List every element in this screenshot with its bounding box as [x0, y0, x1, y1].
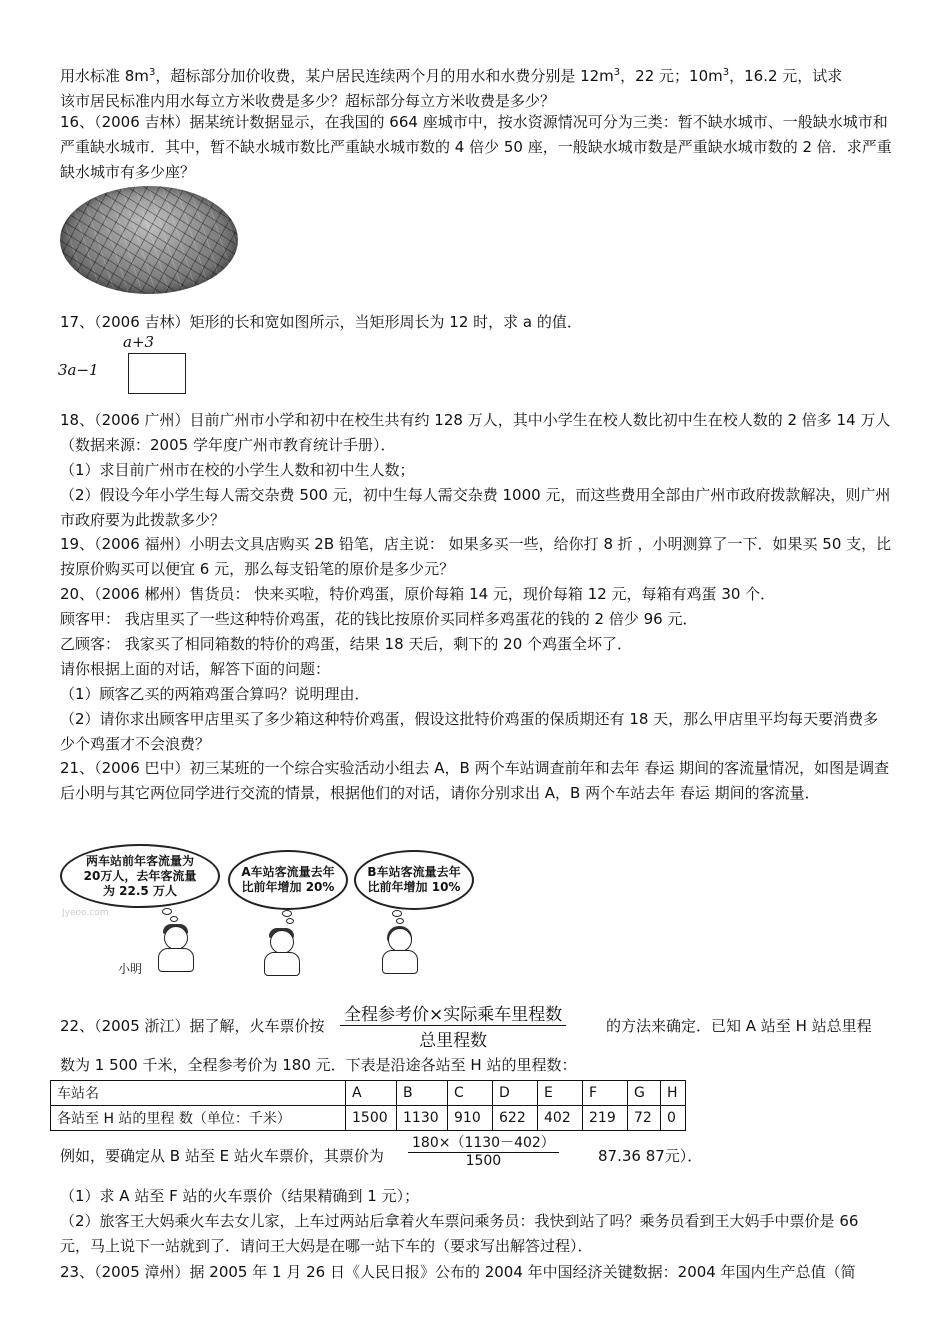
q15-tail: 用水标准 $8m^3$，超标部分加价收费，某户居民连续两个月的用水和水费分别是 $12m^3$，22 元；$10m^3$，16.2 元，试求 该市居民标准内用水每立方米收费是多少？超标部分每立方米收费是多少？	[60, 67, 843, 110]
example-fraction	[408, 1132, 559, 1169]
table-cell: 1500	[346, 1106, 397, 1131]
question-16: 16、（2006 吉林）据某统计数据显示，在我国的 664 座城市中，按水资源情况可分为三类：暂不缺水城市、一般缺水城市和严重缺水城市．其中，暂不缺水城市数比严重缺水城市数的 4 倍少 50 座，一般缺水城市数是严重缺水城市数的 2 倍．求严重缺水城市有多少座？	[60, 113, 892, 181]
fare-formula	[340, 1000, 566, 1051]
question-18: 18、（2006 广州）目前广州市小学和初中在校生共有约 128 万人，其中小学生在校人数比初中生在校人数的 2 倍多 14 万人（数据来源：2005 学年度广州市教育统计手册）． （1）求目前广州市在校的小学生人数和初中生人数； （2）假设今年小学生每人需交杂费 500 元，初中生每人需交杂费 1000 元，而这些费用全部由广州市政府拨款解决，则广州市政府要为此拨款多少？	[60, 411, 891, 529]
station-mileage-table	[50, 1080, 686, 1131]
thought-dot	[396, 918, 404, 924]
question-21: 21、（2006 巴中）初三某班的一个综合实验活动小组去 A，B 两个车站调查前年和去年 春运 期间的客流量情况，如图是调查后小明与其它两位同学进行交流的情景，根据他们的对话，请你分别求出 A，B 两个车站去年 春运 期间的客流量．	[60, 759, 890, 802]
question-23: 23、（2005 漳州）据 2005 年 1 月 26 日《人民日报》公布的 2004 年中国经济关键数据：2004 年国内生产总值（简	[60, 1263, 856, 1281]
watermark: Jyeoo.com	[62, 908, 109, 918]
table-row	[51, 1106, 686, 1131]
table-cell: 402	[538, 1106, 583, 1131]
table-cell: 219	[583, 1106, 628, 1131]
table-cell: 622	[493, 1106, 538, 1131]
table-cell: B	[397, 1081, 448, 1106]
table-cell: G	[628, 1081, 661, 1106]
formula-denominator: 总里程数	[419, 1031, 488, 1051]
rectangle-figure	[58, 333, 198, 399]
table-row	[51, 1081, 686, 1106]
question-22-example: 例如，要确定从 B 站至 E 站火车票价，其票价为	[60, 1147, 384, 1165]
thought-dot	[392, 910, 402, 917]
xiaoming-label: 小明	[118, 962, 143, 976]
example-denominator: 1500	[465, 1153, 502, 1169]
thought-dot	[282, 910, 292, 917]
formula-numerator: 全程参考价×实际乘车里程数	[340, 1000, 566, 1026]
thought-dot	[170, 916, 178, 922]
question-17: 17、（2006 吉林）矩形的长和宽如图所示，当矩形周长为 12 时，求 a 的值．	[60, 313, 582, 331]
dialogue-figure	[58, 842, 478, 992]
table-cell: D	[493, 1081, 538, 1106]
rect-length-label: a+3	[123, 333, 155, 351]
table-cell: 910	[448, 1106, 493, 1131]
speech-bubble-b: B车站客流量去年 比前年增加 10%	[354, 850, 474, 910]
thought-dot	[286, 918, 294, 924]
table-cell: 车站名	[51, 1081, 346, 1106]
question-22-line1-end: 的方法来确定．已知 A 站至 H 站总里程	[606, 1017, 872, 1035]
table-cell: 1130	[397, 1106, 448, 1131]
table-cell: F	[583, 1081, 628, 1106]
question-22-line2: 数为 1 500 千米，全程参考价为 180 元．下表是沿途各站至 H 站的里程数：	[60, 1056, 577, 1074]
example-result: 87.36 87元）．	[598, 1147, 703, 1165]
question-22-parts: （1）求 A 站至 F 站的火车票价（结果精确到 1 元）； （2）旅客王大妈乘火车去女儿家，上车过两站后拿着火车票问乘务员：我快到站了吗？乘务员看到王大妈手中票价是 66 元，马上说下一站就到了．请问王大妈是在哪一站下车的（要求写出解答过程）．	[60, 1187, 859, 1255]
cracked-earth-image	[60, 186, 238, 294]
rect-width-label: 3a−1	[58, 361, 99, 379]
speech-bubble-xiaoming: 两车站前年客流量为 20万人，去年客流量 为 22.5 万人	[60, 844, 220, 908]
table-cell: 72	[628, 1106, 661, 1131]
question-20: 20、（2006 郴州）售货员： 快来买啦，特价鸡蛋，原价每箱 14 元，现价每箱 12 元，每箱有鸡蛋 30 个． 顾客甲： 我店里买了一些这种特价鸡蛋，花的钱比按原价买同样多鸡蛋花的钱的 2 倍少 96 元． 乙顾客： 我家买了相同箱数的特价的鸡蛋，结果 18 天后，剩下的 20 个鸡蛋全坏了． 请你根据上面的对话，解答下面的问题： （1）顾客乙买的两箱鸡蛋合算吗？说明理由． （2）请你求出顾客甲店里买了多少箱这种特价鸡蛋，假设这批特价鸡蛋的保质期还有 18 天，那么甲店里平均每天要消费多少个鸡蛋才不会浪费？	[60, 585, 879, 753]
table-cell: E	[538, 1081, 583, 1106]
thought-dot	[162, 908, 172, 915]
table-cell: C	[448, 1081, 493, 1106]
table-cell: H	[661, 1081, 686, 1106]
rectangle-shape	[128, 353, 186, 394]
example-numerator: 180×（1130－402）	[408, 1132, 559, 1153]
speech-bubble-a: A车站客流量去年 比前年增加 20%	[228, 850, 348, 910]
table-cell: 各站至 H 站的里程 数（单位：千米）	[51, 1106, 346, 1131]
question-19: 19、（2006 福州）小明去文具店购买 2B 铅笔，店主说： 如果多买一些，给你打 8 折 ，小明测算了一下．如果买 50 支，比按原价购买可以便宜 6 元，那么每支铅笔的原价是多少元？	[60, 535, 892, 578]
table-cell: 0	[661, 1106, 686, 1131]
table-cell: A	[346, 1081, 397, 1106]
question-22-line1: 22、（2005 浙江）据了解，火车票价按	[60, 1017, 325, 1035]
